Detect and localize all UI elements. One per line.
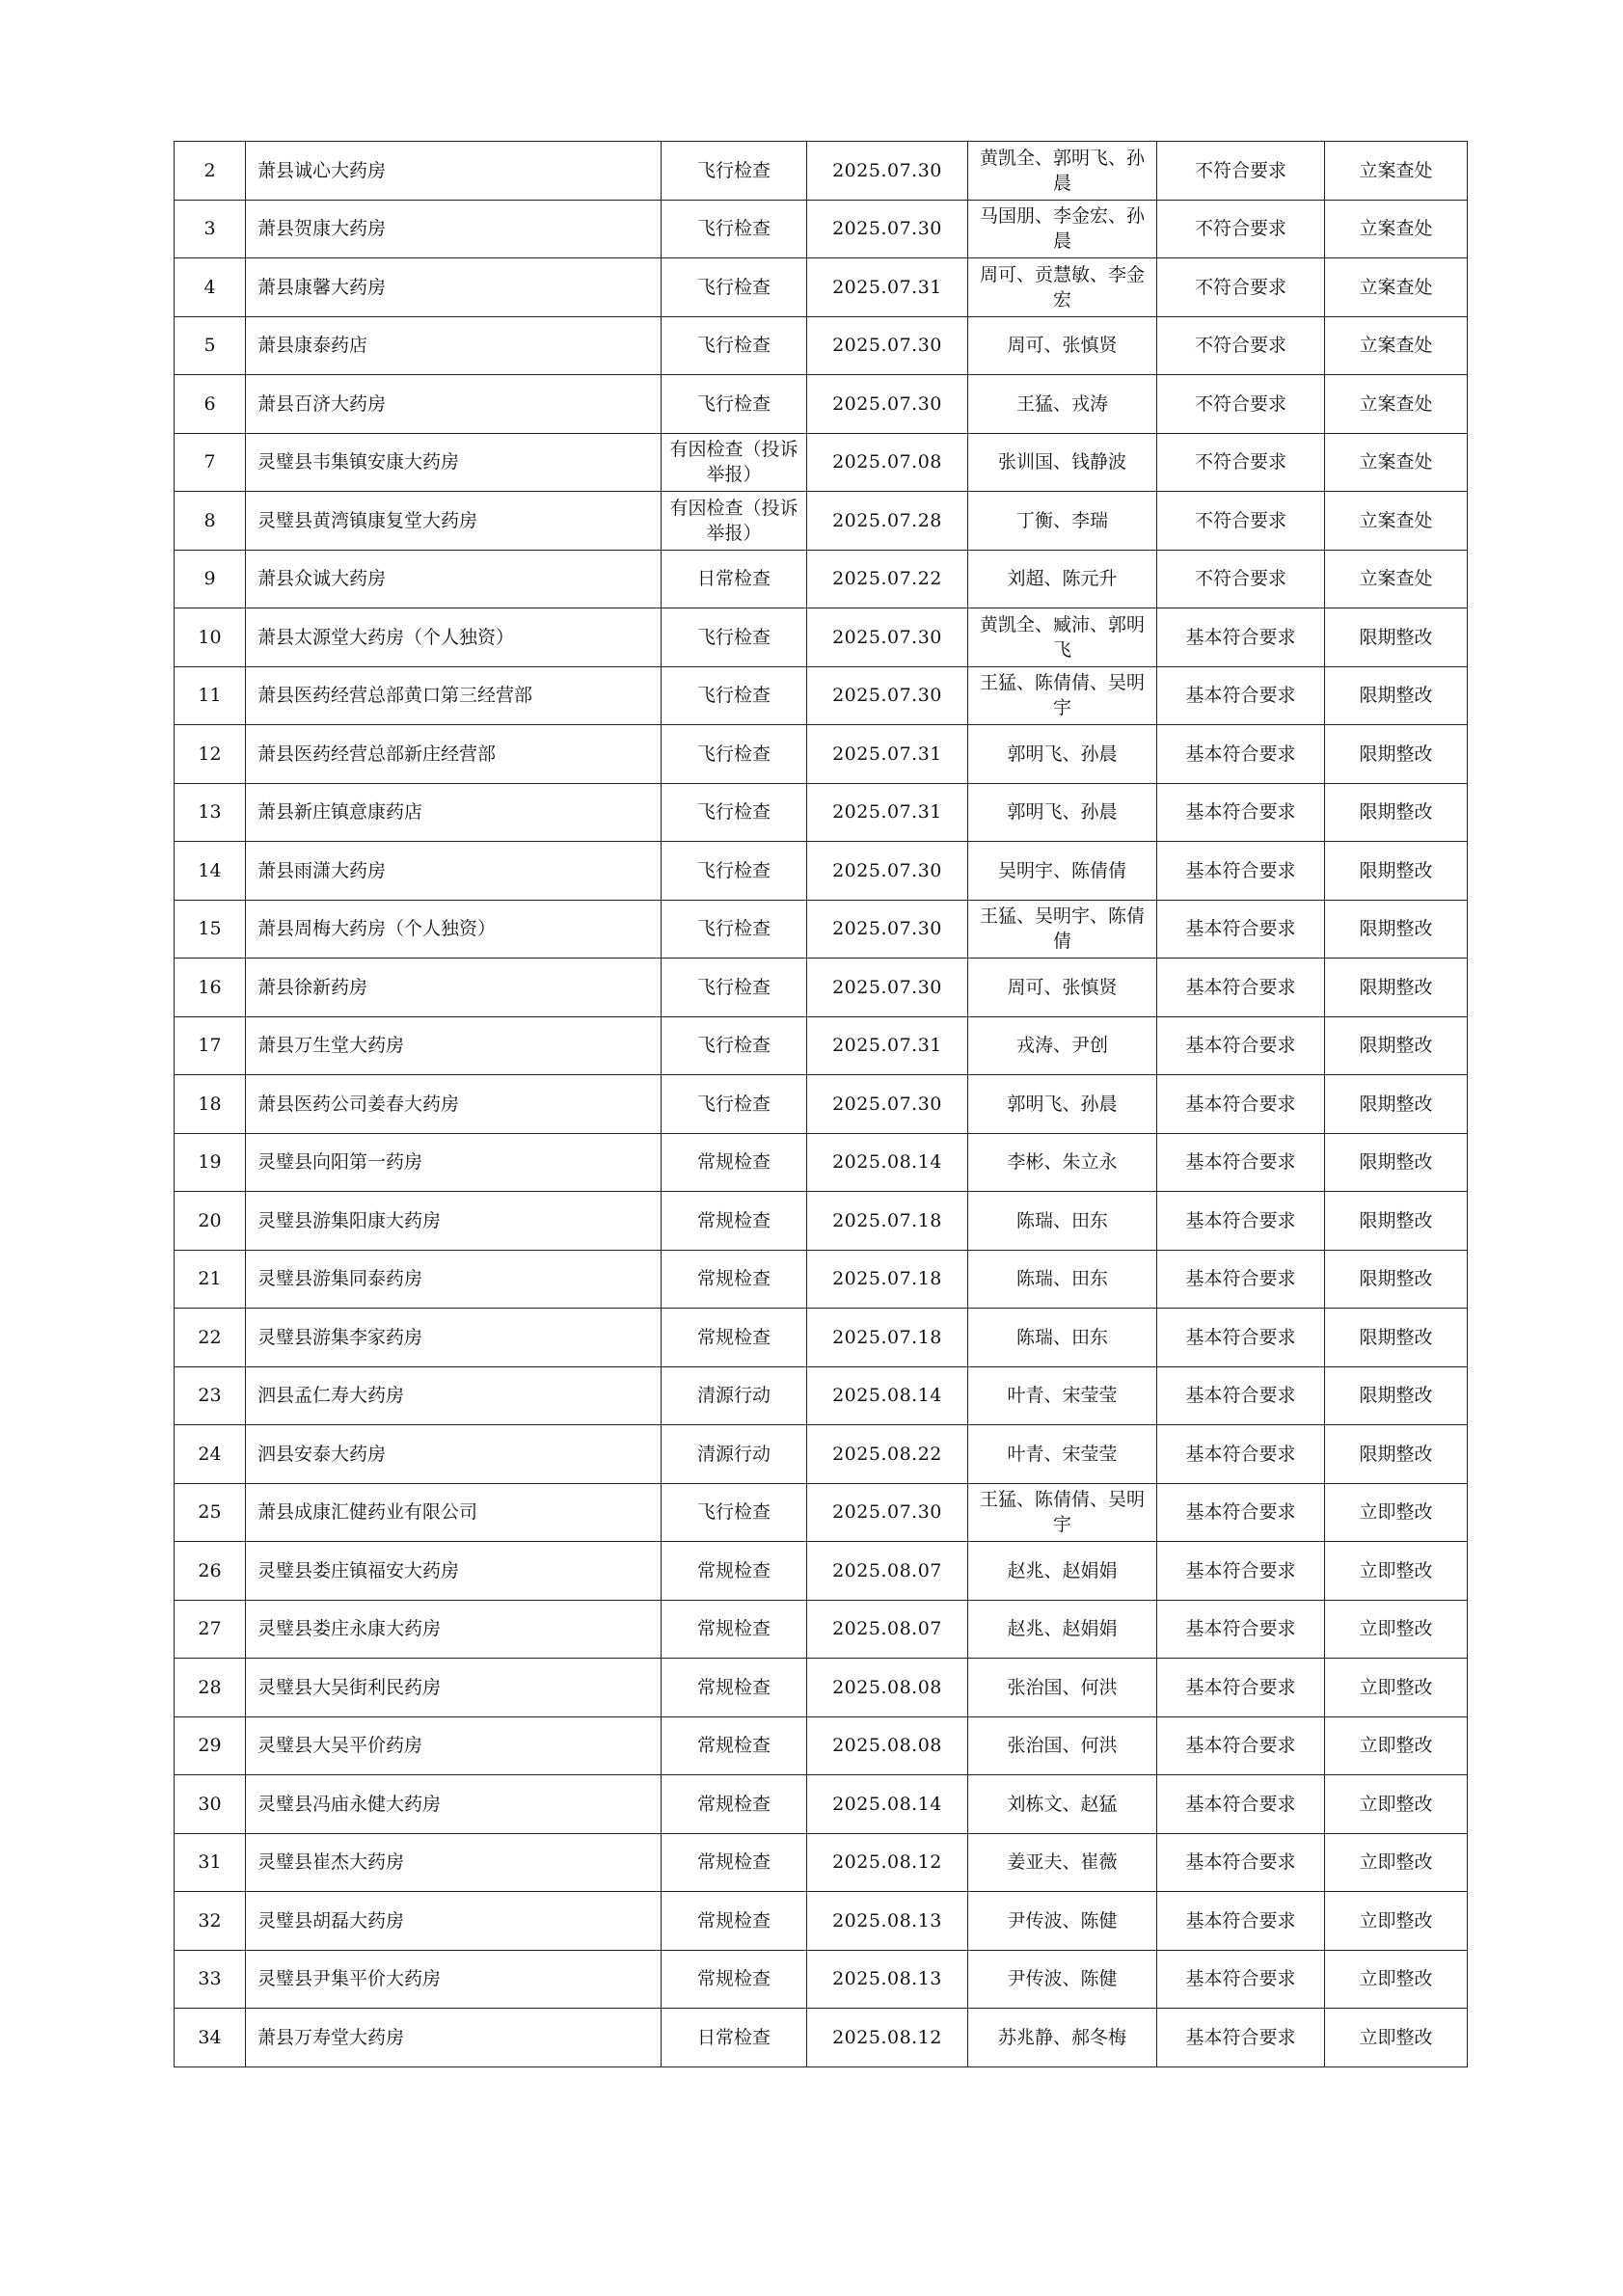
action-cell: 限期整改 <box>1325 1366 1468 1425</box>
action-cell: 限期整改 <box>1325 666 1468 725</box>
pharmacy-name-cell: 萧县医药公司姜春大药房 <box>246 1075 662 1134</box>
result-cell: 基本符合要求 <box>1157 1892 1325 1951</box>
inspectors-cell: 周可、张慎贤 <box>968 316 1157 375</box>
row-number-cell: 17 <box>175 1016 246 1075</box>
inspectors-cell: 姜亚夫、崔薇 <box>968 1833 1157 1892</box>
row-number-cell: 8 <box>175 492 246 551</box>
inspection-date-cell: 2025.08.12 <box>807 1833 968 1892</box>
inspection-date-cell: 2025.07.31 <box>807 725 968 784</box>
row-number-cell: 12 <box>175 725 246 784</box>
row-number-cell: 20 <box>175 1192 246 1251</box>
row-number-cell: 10 <box>175 608 246 667</box>
pharmacy-name-cell: 灵璧县娄庄镇福安大药房 <box>246 1542 662 1601</box>
inspection-date-cell: 2025.08.07 <box>807 1600 968 1659</box>
action-cell: 立即整改 <box>1325 1542 1468 1601</box>
row-number-cell: 11 <box>175 666 246 725</box>
table-row <box>175 959 1468 1017</box>
inspection-date-cell: 2025.08.14 <box>807 1775 968 1834</box>
inspection-type-cell: 常规检查 <box>662 1250 807 1309</box>
pharmacy-name-cell: 泗县孟仁寿大药房 <box>246 1366 662 1425</box>
inspectors-cell: 王猛、陈倩倩、吴明宇 <box>968 1483 1157 1542</box>
pharmacy-name-cell: 灵璧县胡磊大药房 <box>246 1892 662 1951</box>
inspectors-cell: 陈瑞、田东 <box>968 1309 1157 1367</box>
pharmacy-name-cell: 灵璧县向阳第一药房 <box>246 1133 662 1192</box>
row-number-cell: 7 <box>175 433 246 492</box>
inspectors-cell: 张治国、何洪 <box>968 1716 1157 1775</box>
action-cell: 立即整改 <box>1325 1833 1468 1892</box>
inspection-type-cell: 飞行检查 <box>662 783 807 842</box>
pharmacy-name-cell: 萧县众诚大药房 <box>246 550 662 608</box>
pharmacy-name-cell: 灵璧县游集同泰药房 <box>246 1250 662 1309</box>
table-row <box>175 492 1468 551</box>
inspectors-cell: 赵兆、赵娟娟 <box>968 1600 1157 1659</box>
inspectors-cell: 张训国、钱静波 <box>968 433 1157 492</box>
result-cell: 基本符合要求 <box>1157 1833 1325 1892</box>
table-row <box>175 550 1468 608</box>
row-number-cell: 6 <box>175 375 246 434</box>
inspection-type-cell: 飞行检查 <box>662 1016 807 1075</box>
inspection-type-cell: 日常检查 <box>662 550 807 608</box>
inspection-date-cell: 2025.07.30 <box>807 842 968 901</box>
row-number-cell: 33 <box>175 1950 246 2009</box>
inspection-type-cell: 常规检查 <box>662 1833 807 1892</box>
action-cell: 限期整改 <box>1325 1425 1468 1484</box>
inspectors-cell: 郭明飞、孙晨 <box>968 783 1157 842</box>
result-cell: 基本符合要求 <box>1157 1600 1325 1659</box>
inspection-date-cell: 2025.08.13 <box>807 1892 968 1951</box>
result-cell: 基本符合要求 <box>1157 1075 1325 1134</box>
inspectors-cell: 叶青、宋莹莹 <box>968 1425 1157 1484</box>
action-cell: 限期整改 <box>1325 900 1468 959</box>
action-cell: 限期整改 <box>1325 1133 1468 1192</box>
pharmacy-name-cell: 萧县雨潇大药房 <box>246 842 662 901</box>
inspection-type-cell: 飞行检查 <box>662 608 807 667</box>
table-row <box>175 900 1468 959</box>
row-number-cell: 13 <box>175 783 246 842</box>
inspection-results-table <box>174 141 1468 2067</box>
result-cell: 不符合要求 <box>1157 375 1325 434</box>
inspection-date-cell: 2025.08.13 <box>807 1950 968 2009</box>
result-cell: 基本符合要求 <box>1157 783 1325 842</box>
inspectors-cell: 王猛、吴明宇、陈倩倩 <box>968 900 1157 959</box>
inspectors-cell: 黄凯全、臧沛、郭明飞 <box>968 608 1157 667</box>
action-cell: 立案查处 <box>1325 316 1468 375</box>
inspectors-cell: 赵兆、赵娟娟 <box>968 1542 1157 1601</box>
result-cell: 基本符合要求 <box>1157 725 1325 784</box>
inspection-date-cell: 2025.07.28 <box>807 492 968 551</box>
row-number-cell: 9 <box>175 550 246 608</box>
pharmacy-name-cell: 萧县医药经营总部新庄经营部 <box>246 725 662 784</box>
result-cell: 基本符合要求 <box>1157 1192 1325 1251</box>
inspection-type-cell: 飞行检查 <box>662 959 807 1017</box>
result-cell: 基本符合要求 <box>1157 666 1325 725</box>
action-cell: 限期整改 <box>1325 1309 1468 1367</box>
inspection-date-cell: 2025.08.08 <box>807 1659 968 1717</box>
table-body <box>175 142 1468 2067</box>
action-cell: 限期整改 <box>1325 608 1468 667</box>
inspection-date-cell: 2025.07.08 <box>807 433 968 492</box>
pharmacy-name-cell: 萧县万寿堂大药房 <box>246 2009 662 2067</box>
row-number-cell: 21 <box>175 1250 246 1309</box>
inspectors-cell: 丁衡、李瑞 <box>968 492 1157 551</box>
inspection-type-cell: 常规检查 <box>662 1309 807 1367</box>
pharmacy-name-cell: 泗县安泰大药房 <box>246 1425 662 1484</box>
inspection-type-cell: 日常检查 <box>662 2009 807 2067</box>
inspectors-cell: 刘超、陈元升 <box>968 550 1157 608</box>
inspection-type-cell: 常规检查 <box>662 1133 807 1192</box>
inspection-date-cell: 2025.08.08 <box>807 1716 968 1775</box>
inspection-date-cell: 2025.07.30 <box>807 900 968 959</box>
inspectors-cell: 叶青、宋莹莹 <box>968 1366 1157 1425</box>
inspection-type-cell: 常规检查 <box>662 1950 807 2009</box>
row-number-cell: 30 <box>175 1775 246 1834</box>
pharmacy-name-cell: 萧县医药经营总部黄口第三经营部 <box>246 666 662 725</box>
result-cell: 基本符合要求 <box>1157 1425 1325 1484</box>
pharmacy-name-cell: 萧县诚心大药房 <box>246 142 662 201</box>
inspection-date-cell: 2025.07.18 <box>807 1192 968 1251</box>
action-cell: 立即整改 <box>1325 1892 1468 1951</box>
table-row <box>175 1600 1468 1659</box>
row-number-cell: 31 <box>175 1833 246 1892</box>
inspection-type-cell: 有因检查（投诉举报） <box>662 492 807 551</box>
result-cell: 不符合要求 <box>1157 316 1325 375</box>
result-cell: 不符合要求 <box>1157 142 1325 201</box>
result-cell: 基本符合要求 <box>1157 1133 1325 1192</box>
inspection-type-cell: 飞行检查 <box>662 258 807 317</box>
inspection-date-cell: 2025.07.30 <box>807 142 968 201</box>
inspection-date-cell: 2025.08.22 <box>807 1425 968 1484</box>
row-number-cell: 4 <box>175 258 246 317</box>
action-cell: 限期整改 <box>1325 1016 1468 1075</box>
inspection-date-cell: 2025.07.30 <box>807 200 968 258</box>
table-row <box>175 1775 1468 1834</box>
action-cell: 限期整改 <box>1325 1192 1468 1251</box>
inspection-type-cell: 飞行检查 <box>662 842 807 901</box>
action-cell: 立即整改 <box>1325 1716 1468 1775</box>
inspectors-cell: 郭明飞、孙晨 <box>968 725 1157 784</box>
pharmacy-name-cell: 萧县贺康大药房 <box>246 200 662 258</box>
action-cell: 立案查处 <box>1325 433 1468 492</box>
inspection-date-cell: 2025.07.31 <box>807 783 968 842</box>
result-cell: 基本符合要求 <box>1157 1250 1325 1309</box>
inspectors-cell: 尹传波、陈健 <box>968 1892 1157 1951</box>
result-cell: 基本符合要求 <box>1157 900 1325 959</box>
inspection-type-cell: 飞行检查 <box>662 316 807 375</box>
inspectors-cell: 马国朋、李金宏、孙晨 <box>968 200 1157 258</box>
table-row <box>175 316 1468 375</box>
table-row <box>175 1950 1468 2009</box>
result-cell: 基本符合要求 <box>1157 1366 1325 1425</box>
table-row <box>175 375 1468 434</box>
table-row <box>175 1716 1468 1775</box>
inspection-type-cell: 飞行检查 <box>662 1075 807 1134</box>
pharmacy-name-cell: 萧县周梅大药房（个人独资） <box>246 900 662 959</box>
row-number-cell: 24 <box>175 1425 246 1484</box>
inspectors-cell: 苏兆静、郝冬梅 <box>968 2009 1157 2067</box>
row-number-cell: 5 <box>175 316 246 375</box>
row-number-cell: 19 <box>175 1133 246 1192</box>
inspection-date-cell: 2025.07.18 <box>807 1309 968 1367</box>
inspection-date-cell: 2025.07.30 <box>807 666 968 725</box>
table-row <box>175 725 1468 784</box>
inspectors-cell: 李彬、朱立永 <box>968 1133 1157 1192</box>
table-row <box>175 1425 1468 1484</box>
result-cell: 基本符合要求 <box>1157 2009 1325 2067</box>
inspection-type-cell: 常规检查 <box>662 1775 807 1834</box>
action-cell: 立即整改 <box>1325 1950 1468 2009</box>
inspectors-cell: 陈瑞、田东 <box>968 1192 1157 1251</box>
inspection-date-cell: 2025.08.14 <box>807 1133 968 1192</box>
inspectors-cell: 周可、张慎贤 <box>968 959 1157 1017</box>
row-number-cell: 18 <box>175 1075 246 1134</box>
inspection-type-cell: 常规检查 <box>662 1659 807 1717</box>
result-cell: 基本符合要求 <box>1157 959 1325 1017</box>
table-row <box>175 1659 1468 1717</box>
pharmacy-name-cell: 萧县康馨大药房 <box>246 258 662 317</box>
result-cell: 不符合要求 <box>1157 550 1325 608</box>
result-cell: 基本符合要求 <box>1157 1659 1325 1717</box>
table-row <box>175 258 1468 317</box>
row-number-cell: 34 <box>175 2009 246 2067</box>
inspection-date-cell: 2025.07.30 <box>807 959 968 1017</box>
result-cell: 不符合要求 <box>1157 433 1325 492</box>
inspectors-cell: 吴明宇、陈倩倩 <box>968 842 1157 901</box>
inspection-date-cell: 2025.07.30 <box>807 608 968 667</box>
row-number-cell: 2 <box>175 142 246 201</box>
table-row <box>175 2009 1468 2067</box>
inspection-type-cell: 清源行动 <box>662 1425 807 1484</box>
pharmacy-name-cell: 灵璧县游集李家药房 <box>246 1309 662 1367</box>
inspectors-cell: 周可、贡慧敏、李金宏 <box>968 258 1157 317</box>
action-cell: 限期整改 <box>1325 1250 1468 1309</box>
result-cell: 基本符合要求 <box>1157 608 1325 667</box>
action-cell: 限期整改 <box>1325 842 1468 901</box>
row-number-cell: 22 <box>175 1309 246 1367</box>
pharmacy-name-cell: 萧县新庄镇意康药店 <box>246 783 662 842</box>
inspection-date-cell: 2025.07.18 <box>807 1250 968 1309</box>
result-cell: 基本符合要求 <box>1157 1542 1325 1601</box>
inspection-date-cell: 2025.07.30 <box>807 375 968 434</box>
inspection-type-cell: 清源行动 <box>662 1366 807 1425</box>
action-cell: 立案查处 <box>1325 142 1468 201</box>
pharmacy-name-cell: 萧县百济大药房 <box>246 375 662 434</box>
result-cell: 不符合要求 <box>1157 200 1325 258</box>
row-number-cell: 23 <box>175 1366 246 1425</box>
action-cell: 限期整改 <box>1325 725 1468 784</box>
inspectors-cell: 陈瑞、田东 <box>968 1250 1157 1309</box>
inspection-type-cell: 常规检查 <box>662 1716 807 1775</box>
pharmacy-name-cell: 萧县徐新药房 <box>246 959 662 1017</box>
inspection-date-cell: 2025.07.31 <box>807 1016 968 1075</box>
table-row <box>175 608 1468 667</box>
inspection-date-cell: 2025.08.14 <box>807 1366 968 1425</box>
pharmacy-name-cell: 灵璧县游集阳康大药房 <box>246 1192 662 1251</box>
inspection-type-cell: 飞行检查 <box>662 900 807 959</box>
inspection-type-cell: 飞行检查 <box>662 375 807 434</box>
inspection-type-cell: 飞行检查 <box>662 666 807 725</box>
inspectors-cell: 黄凯全、郭明飞、孙晨 <box>968 142 1157 201</box>
row-number-cell: 3 <box>175 200 246 258</box>
pharmacy-name-cell: 灵璧县韦集镇安康大药房 <box>246 433 662 492</box>
table-row <box>175 200 1468 258</box>
action-cell: 限期整改 <box>1325 1075 1468 1134</box>
row-number-cell: 27 <box>175 1600 246 1659</box>
inspectors-cell: 尹传波、陈健 <box>968 1950 1157 2009</box>
action-cell: 立即整改 <box>1325 2009 1468 2067</box>
result-cell: 基本符合要求 <box>1157 1950 1325 2009</box>
inspection-type-cell: 常规检查 <box>662 1192 807 1251</box>
pharmacy-name-cell: 灵璧县崔杰大药房 <box>246 1833 662 1892</box>
result-cell: 基本符合要求 <box>1157 1716 1325 1775</box>
action-cell: 限期整改 <box>1325 959 1468 1017</box>
inspection-type-cell: 常规检查 <box>662 1542 807 1601</box>
inspection-date-cell: 2025.07.30 <box>807 316 968 375</box>
table-row <box>175 666 1468 725</box>
row-number-cell: 25 <box>175 1483 246 1542</box>
inspectors-cell: 戎涛、尹创 <box>968 1016 1157 1075</box>
table-row <box>175 1366 1468 1425</box>
table-row <box>175 1542 1468 1601</box>
action-cell: 限期整改 <box>1325 783 1468 842</box>
table-row <box>175 433 1468 492</box>
result-cell: 基本符合要求 <box>1157 842 1325 901</box>
pharmacy-name-cell: 萧县太源堂大药房（个人独资） <box>246 608 662 667</box>
table-row <box>175 1309 1468 1367</box>
row-number-cell: 14 <box>175 842 246 901</box>
inspection-type-cell: 飞行检查 <box>662 142 807 201</box>
row-number-cell: 16 <box>175 959 246 1017</box>
inspection-type-cell: 常规检查 <box>662 1600 807 1659</box>
result-cell: 基本符合要求 <box>1157 1775 1325 1834</box>
table-row <box>175 1016 1468 1075</box>
row-number-cell: 29 <box>175 1716 246 1775</box>
row-number-cell: 32 <box>175 1892 246 1951</box>
action-cell: 立即整改 <box>1325 1659 1468 1717</box>
row-number-cell: 28 <box>175 1659 246 1717</box>
action-cell: 立即整改 <box>1325 1483 1468 1542</box>
action-cell: 立案查处 <box>1325 375 1468 434</box>
pharmacy-name-cell: 灵璧县冯庙永健大药房 <box>246 1775 662 1834</box>
result-cell: 基本符合要求 <box>1157 1309 1325 1367</box>
inspection-date-cell: 2025.07.22 <box>807 550 968 608</box>
action-cell: 立案查处 <box>1325 258 1468 317</box>
inspection-type-cell: 有因检查（投诉举报） <box>662 433 807 492</box>
table-row <box>175 142 1468 201</box>
table-row <box>175 1250 1468 1309</box>
row-number-cell: 15 <box>175 900 246 959</box>
inspection-date-cell: 2025.08.07 <box>807 1542 968 1601</box>
pharmacy-name-cell: 灵璧县大吴街利民药房 <box>246 1659 662 1717</box>
table-row <box>175 1833 1468 1892</box>
pharmacy-name-cell: 萧县成康汇健药业有限公司 <box>246 1483 662 1542</box>
inspection-date-cell: 2025.07.31 <box>807 258 968 317</box>
action-cell: 立案查处 <box>1325 200 1468 258</box>
action-cell: 立即整改 <box>1325 1600 1468 1659</box>
result-cell: 基本符合要求 <box>1157 1016 1325 1075</box>
pharmacy-name-cell: 灵璧县娄庄永康大药房 <box>246 1600 662 1659</box>
table-row <box>175 1133 1468 1192</box>
inspectors-cell: 郭明飞、孙晨 <box>968 1075 1157 1134</box>
inspection-date-cell: 2025.07.30 <box>807 1483 968 1542</box>
inspection-type-cell: 飞行检查 <box>662 200 807 258</box>
pharmacy-name-cell: 灵璧县大吴平价药房 <box>246 1716 662 1775</box>
inspectors-cell: 王猛、戎涛 <box>968 375 1157 434</box>
inspectors-cell: 张治国、何洪 <box>968 1659 1157 1717</box>
inspectors-cell: 刘栋文、赵猛 <box>968 1775 1157 1834</box>
inspection-date-cell: 2025.07.30 <box>807 1075 968 1134</box>
pharmacy-name-cell: 萧县万生堂大药房 <box>246 1016 662 1075</box>
table-row <box>175 1192 1468 1251</box>
table-row <box>175 1892 1468 1951</box>
table-row <box>175 842 1468 901</box>
pharmacy-name-cell: 萧县康泰药店 <box>246 316 662 375</box>
table-row <box>175 1483 1468 1542</box>
inspection-date-cell: 2025.08.12 <box>807 2009 968 2067</box>
action-cell: 立即整改 <box>1325 1775 1468 1834</box>
action-cell: 立案查处 <box>1325 550 1468 608</box>
inspection-type-cell: 飞行检查 <box>662 1483 807 1542</box>
result-cell: 不符合要求 <box>1157 492 1325 551</box>
row-number-cell: 26 <box>175 1542 246 1601</box>
result-cell: 基本符合要求 <box>1157 1483 1325 1542</box>
action-cell: 立案查处 <box>1325 492 1468 551</box>
pharmacy-name-cell: 灵璧县尹集平价大药房 <box>246 1950 662 2009</box>
table-row <box>175 783 1468 842</box>
inspectors-cell: 王猛、陈倩倩、吴明宇 <box>968 666 1157 725</box>
result-cell: 不符合要求 <box>1157 258 1325 317</box>
inspection-type-cell: 常规检查 <box>662 1892 807 1951</box>
table-row <box>175 1075 1468 1134</box>
inspection-type-cell: 飞行检查 <box>662 725 807 784</box>
pharmacy-name-cell: 灵璧县黄湾镇康复堂大药房 <box>246 492 662 551</box>
